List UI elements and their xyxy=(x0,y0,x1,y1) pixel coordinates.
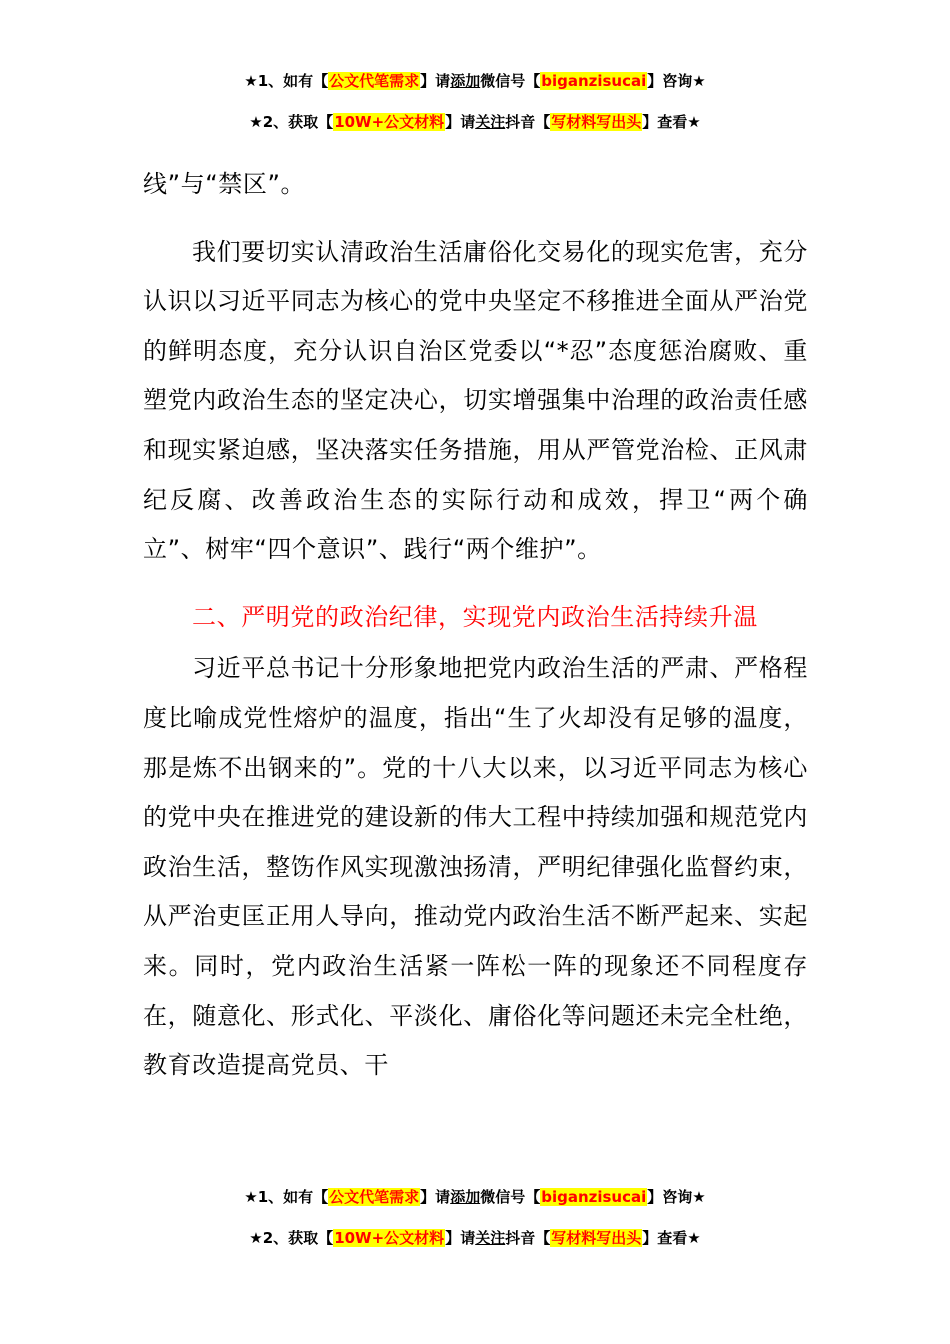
header-promo-line-2: ★2、获取【10W+公文材料】请关注抖音【写材料写出头】查看★ xyxy=(249,113,701,131)
document-body xyxy=(143,160,808,1091)
douyin-account-highlight: 写材料写出头 xyxy=(551,1229,642,1247)
section-heading: 二、严明党的政治纪律，实现党内政治生活持续升温 xyxy=(192,602,758,631)
header-promo-line-1: ★1、如有【公文代笔需求】请添加微信号【biganzisucai】咨询★ xyxy=(244,72,706,90)
wechat-service-highlight: 公文代笔需求 xyxy=(329,72,420,90)
wechat-id-highlight: biganzisucai xyxy=(541,1188,647,1206)
paragraph: 我们要切实认清政治生活庸俗化交易化的现实危害，充分认识以习近平同志为核心的党中央坚定不移推进全面从严治党的鲜明态度，充分认识自治区党委以“*忍”态度惩治腐败、重塑党内政治生态的坚定决心，切实增强集中治理的政治责任感和现实紧迫感，坚决落实任务措施，用从严管党治检、正风肃纪反腐、改善政治生态的实际行动和成效，捍卫“两个确立”、树牢“四个意识”、践行“两个维护”。 xyxy=(143,237,808,564)
paragraph: 习近平总书记十分形象地把党内政治生活的严肃、严格程度比喻成党性熔炉的温度，指出“生了火却没有足够的温度，那是炼不出钢来的”。党的十八大以来，以习近平同志为核心的党中央在推进党的建设新的伟大工程中持续加强和规范党内政治生活，整饬作风实现激浊扬清，严明纪律强化监督约束，从严治吏匡正用人导向，推动党内政治生活不断严起来、实起来。同时，党内政治生活紧一阵松一阵的现象还不同程度存在，随意化、形式化、平淡化、庸俗化等问题还未完全杜绝，教育改造提高党员、干 xyxy=(143,654,808,1080)
materials-highlight: 10W+公文材料 xyxy=(334,1229,445,1247)
douyin-account-highlight: 写材料写出头 xyxy=(551,113,642,131)
wechat-id-highlight: biganzisucai xyxy=(541,72,647,90)
materials-highlight: 10W+公文材料 xyxy=(334,113,445,131)
paragraph-continuation: 线”与“禁区”。 xyxy=(143,170,306,198)
footer-promo-line-1: ★1、如有【公文代笔需求】请添加微信号【biganzisucai】咨询★ xyxy=(244,1188,706,1206)
wechat-service-highlight: 公文代笔需求 xyxy=(329,1188,420,1206)
footer-promo-line-2: ★2、获取【10W+公文材料】请关注抖音【写材料写出头】查看★ xyxy=(249,1229,701,1247)
